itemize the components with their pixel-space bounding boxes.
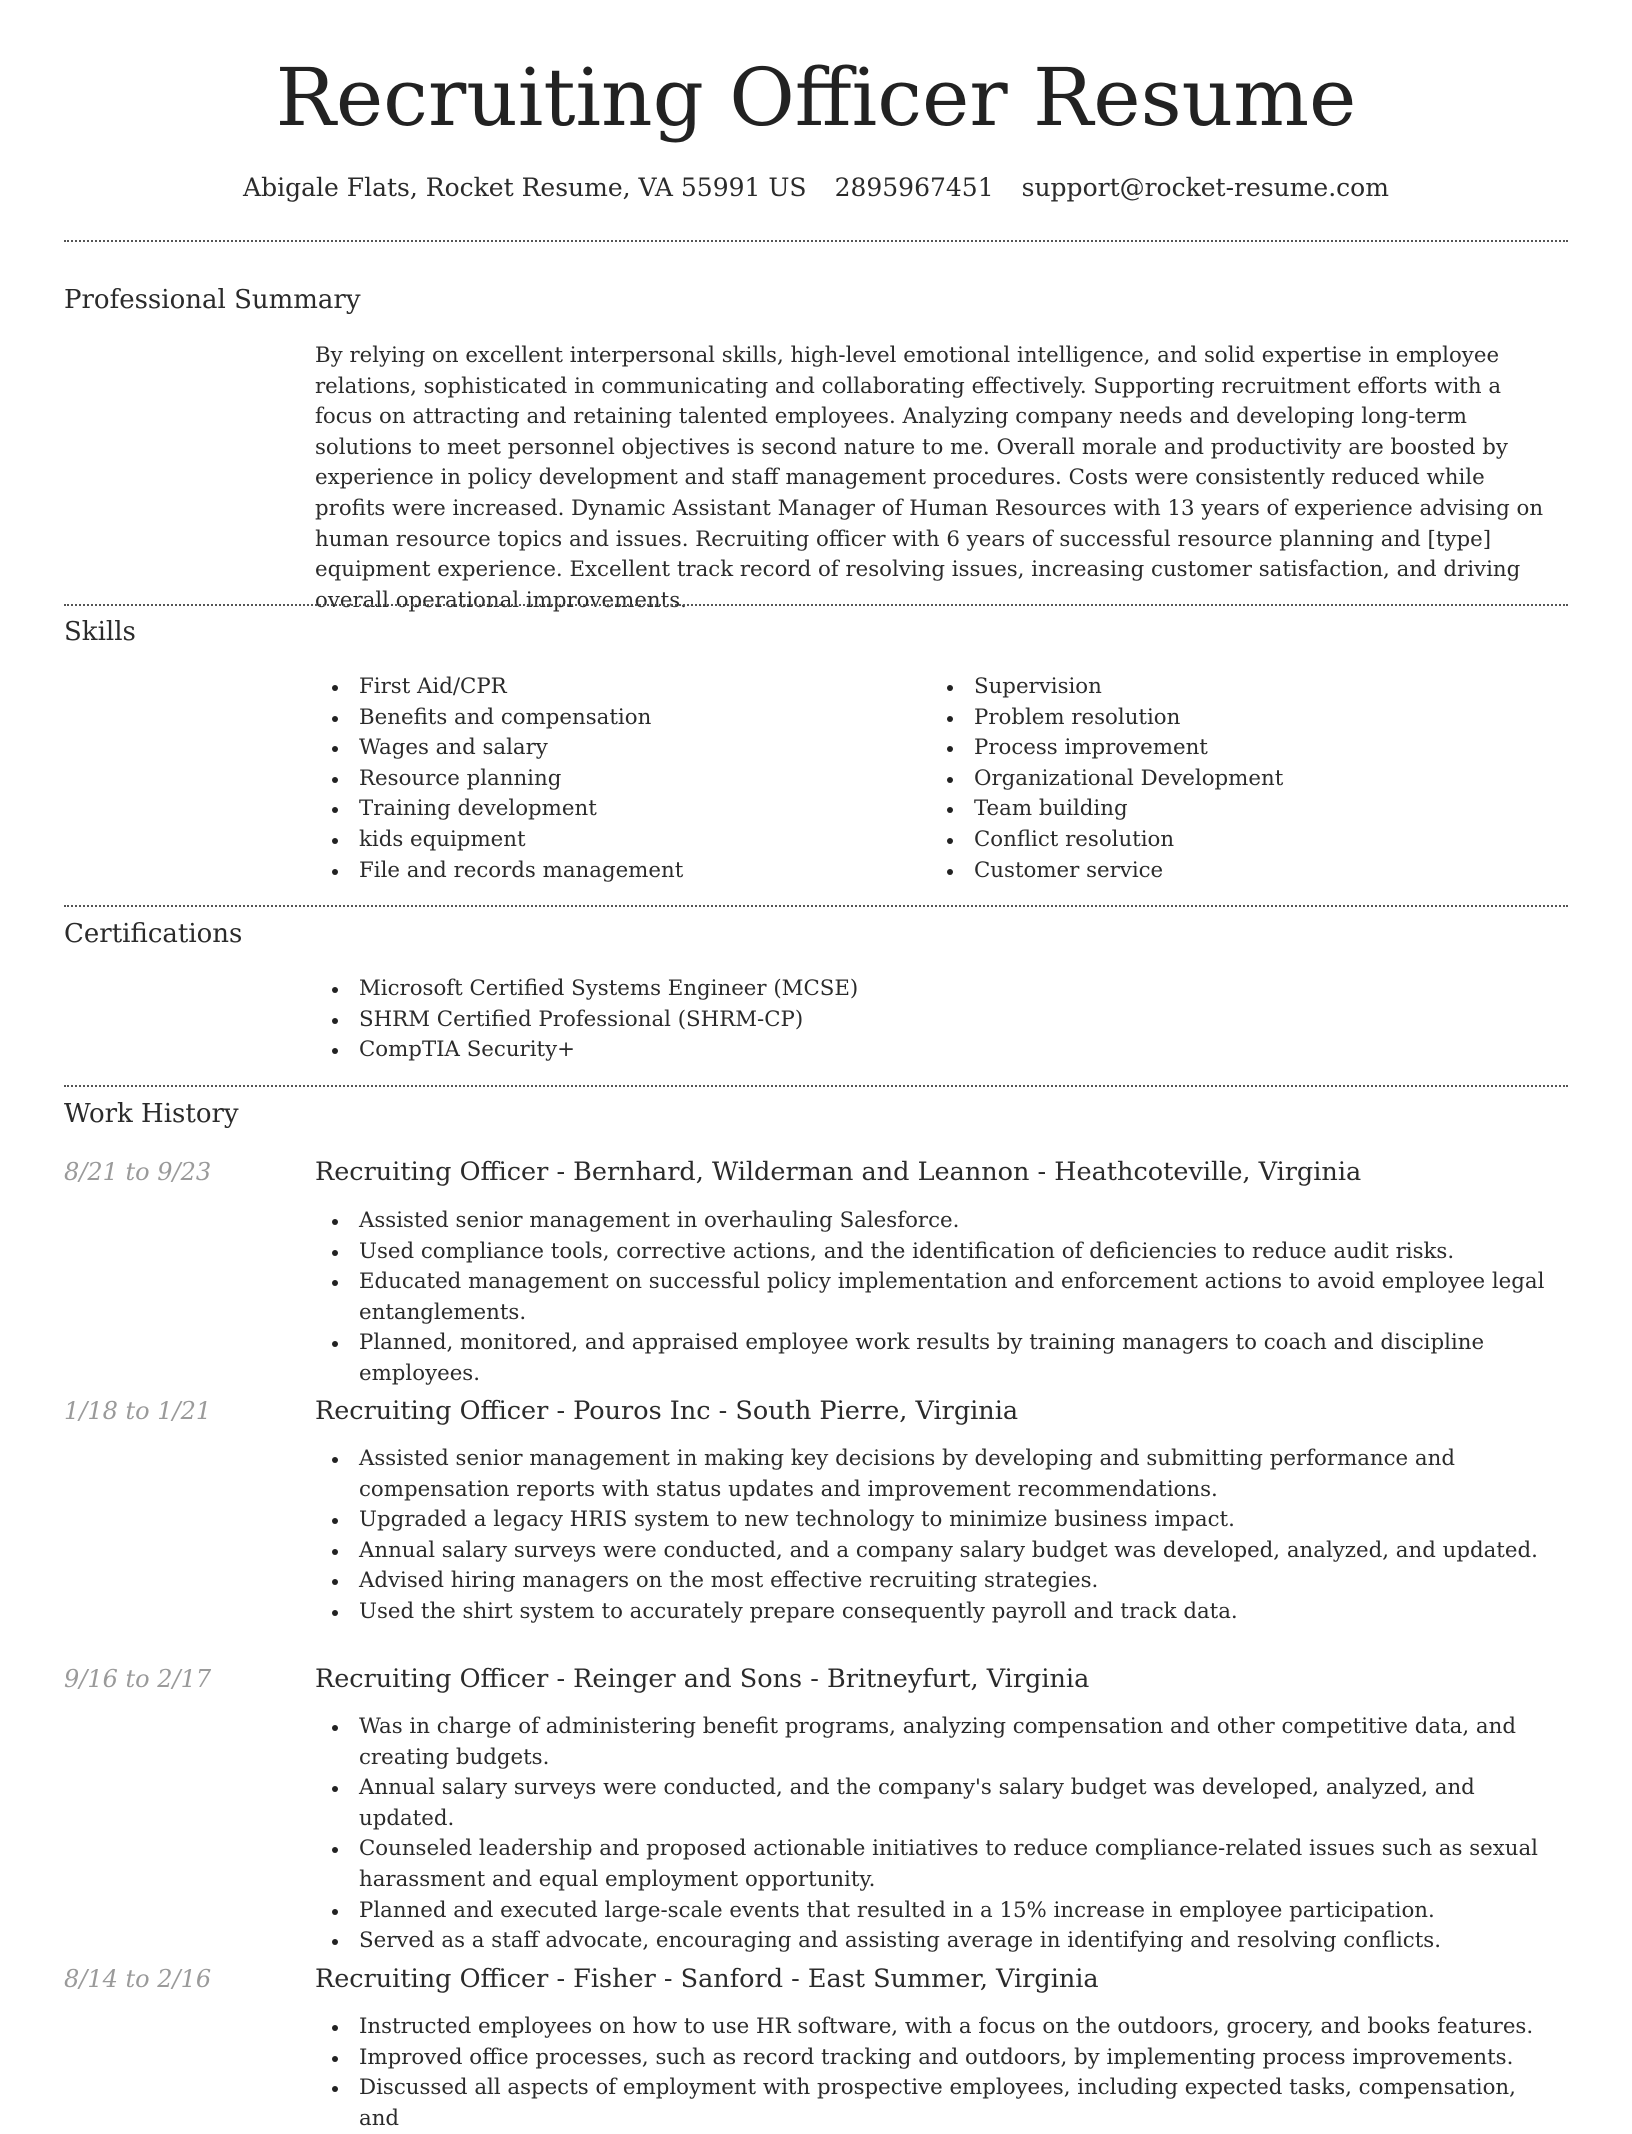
job-bullet: Used the shirt system to accurately prepare consequently payroll and track data.: [315, 1597, 1560, 1628]
job-dates: 9/16 to 2/17: [64, 1665, 212, 1693]
certification-item: CompTIA Security+: [315, 1035, 1560, 1066]
contact-phone: 2895967451: [834, 173, 994, 202]
job-bullet: Improved office processes, such as record tracking and outdoors, by implementing process improvements.: [315, 2043, 1560, 2074]
skill-item: Wages and salary: [315, 733, 915, 764]
job-title: Recruiting Officer - Pouros Inc - South Pierre, Virginia: [315, 1396, 1019, 1426]
job-bullet: Used compliance tools, corrective actions, and the identification of deficiencies to reduce audit risks.: [315, 1237, 1560, 1268]
job-title: Recruiting Officer - Fisher - Sanford - East Summer, Virginia: [315, 1964, 1099, 1994]
skill-item: Process improvement: [930, 733, 1560, 764]
work-history-heading: Work History: [64, 1099, 239, 1129]
job-bullet: Discussed all aspects of employment with prospective employees, including expected tasks, compensation, and: [315, 2073, 1560, 2134]
job-bullet: Assisted senior management in overhauling Salesforce.: [315, 1206, 1560, 1237]
job-bullets: [315, 1444, 1560, 1628]
certification-item: SHRM Certified Professional (SHRM-CP): [315, 1005, 1560, 1036]
skill-item: Supervision: [930, 672, 1560, 703]
section-divider: [64, 1085, 1568, 1087]
job-bullet: Served as a staff advocate, encouraging and assisting average in identifying and resolving conflicts.: [315, 1926, 1560, 1957]
contact-email: support@rocket-resume.com: [1021, 173, 1389, 202]
section-divider: [64, 905, 1568, 907]
job-title: Recruiting Officer - Reinger and Sons - Britneyfurt, Virginia: [315, 1664, 1090, 1694]
summary-text: By relying on excellent interpersonal skills, high-level emotional intelligence, and solid expertise in employee relations, sophisticated in communicating and collaborating effectively. Supporting recruitment efforts with a focus on attracting and retaining talented employees. Analyzing company needs and developing long-term solutions to meet personnel objectives is second nature to me. Overall morale and productivity are boosted by experience in policy development and staff management procedures. Costs were consistently reduced while profits were increased. Dynamic Assistant Manager of Human Resources with 13 years of experience advising on human resource topics and issues. Recruiting officer with 6 years of successful resource planning and [type] equipment experience. Excellent track record of resolving issues, increasing customer satisfaction, and driving overall operational improvements.: [315, 343, 1544, 613]
skill-item: Resource planning: [315, 764, 915, 795]
skill-item: Customer service: [930, 856, 1560, 887]
skills-heading: Skills: [64, 617, 136, 647]
job-bullet: Was in charge of administering benefit programs, analyzing compensation and other competitive data, and creating budgets.: [315, 1712, 1560, 1773]
job-bullet: Counseled leadership and proposed actionable initiatives to reduce compliance-related issues such as sexual harassment and equal employment opportunity.: [315, 1834, 1560, 1895]
skill-item: First Aid/CPR: [315, 672, 915, 703]
skill-item: Benefits and compensation: [315, 703, 915, 734]
certification-item: Microsoft Certified Systems Engineer (MCSE): [315, 974, 1560, 1005]
job-bullet: Assisted senior management in making key decisions by developing and submitting performance and compensation reports with status updates and improvement recommendations.: [315, 1444, 1560, 1505]
job-title: Recruiting Officer - Bernhard, Wilderman and Leannon - Heathcoteville, Virginia: [315, 1157, 1362, 1187]
job-bullet: Instructed employees on how to use HR software, with a focus on the outdoors, grocery, and books features.: [315, 2012, 1560, 2043]
job-bullet: Annual salary surveys were conducted, and a company salary budget was developed, analyzed, and updated.: [315, 1536, 1560, 1567]
resume-title: Recruiting Officer Resume: [275, 51, 1357, 144]
skill-item: Team building: [930, 794, 1560, 825]
skill-item: Organizational Development: [930, 764, 1560, 795]
job-bullet: Planned, monitored, and appraised employee work results by training managers to coach and discipline employees.: [315, 1328, 1560, 1389]
contact-line: [0, 168, 1632, 208]
skill-item: File and records management: [315, 856, 915, 887]
job-bullets: [315, 2012, 1560, 2134]
summary-heading: Professional Summary: [64, 285, 361, 315]
skill-item: Training development: [315, 794, 915, 825]
job-bullet: Advised hiring managers on the most effective recruiting strategies.: [315, 1566, 1560, 1597]
section-divider: [64, 604, 1568, 606]
job-dates: 8/14 to 2/16: [64, 1965, 212, 1993]
skills-list-left: [315, 672, 915, 886]
job-bullet: Planned and executed large-scale events that resulted in a 15% increase in employee participation.: [315, 1896, 1560, 1927]
header-divider: [64, 240, 1568, 242]
skill-item: kids equipment: [315, 825, 915, 856]
skill-item: Conflict resolution: [930, 825, 1560, 856]
job-bullet: Upgraded a legacy HRIS system to new technology to minimize business impact.: [315, 1505, 1560, 1536]
certifications-list: [315, 974, 1560, 1066]
skill-item: Problem resolution: [930, 703, 1560, 734]
job-bullet: Educated management on successful policy implementation and enforcement actions to avoid employee legal entanglements.: [315, 1267, 1560, 1328]
certifications-heading: Certifications: [64, 919, 243, 949]
job-dates: 8/21 to 9/23: [64, 1158, 212, 1186]
contact-address: Abigale Flats, Rocket Resume, VA 55991 US: [243, 173, 807, 202]
job-bullets: [315, 1712, 1560, 1957]
job-bullets: [315, 1206, 1560, 1390]
skills-list-right: [930, 672, 1560, 886]
job-dates: 1/18 to 1/21: [64, 1397, 212, 1425]
job-bullet: Annual salary surveys were conducted, and the company's salary budget was developed, analyzed, and updated.: [315, 1773, 1560, 1834]
